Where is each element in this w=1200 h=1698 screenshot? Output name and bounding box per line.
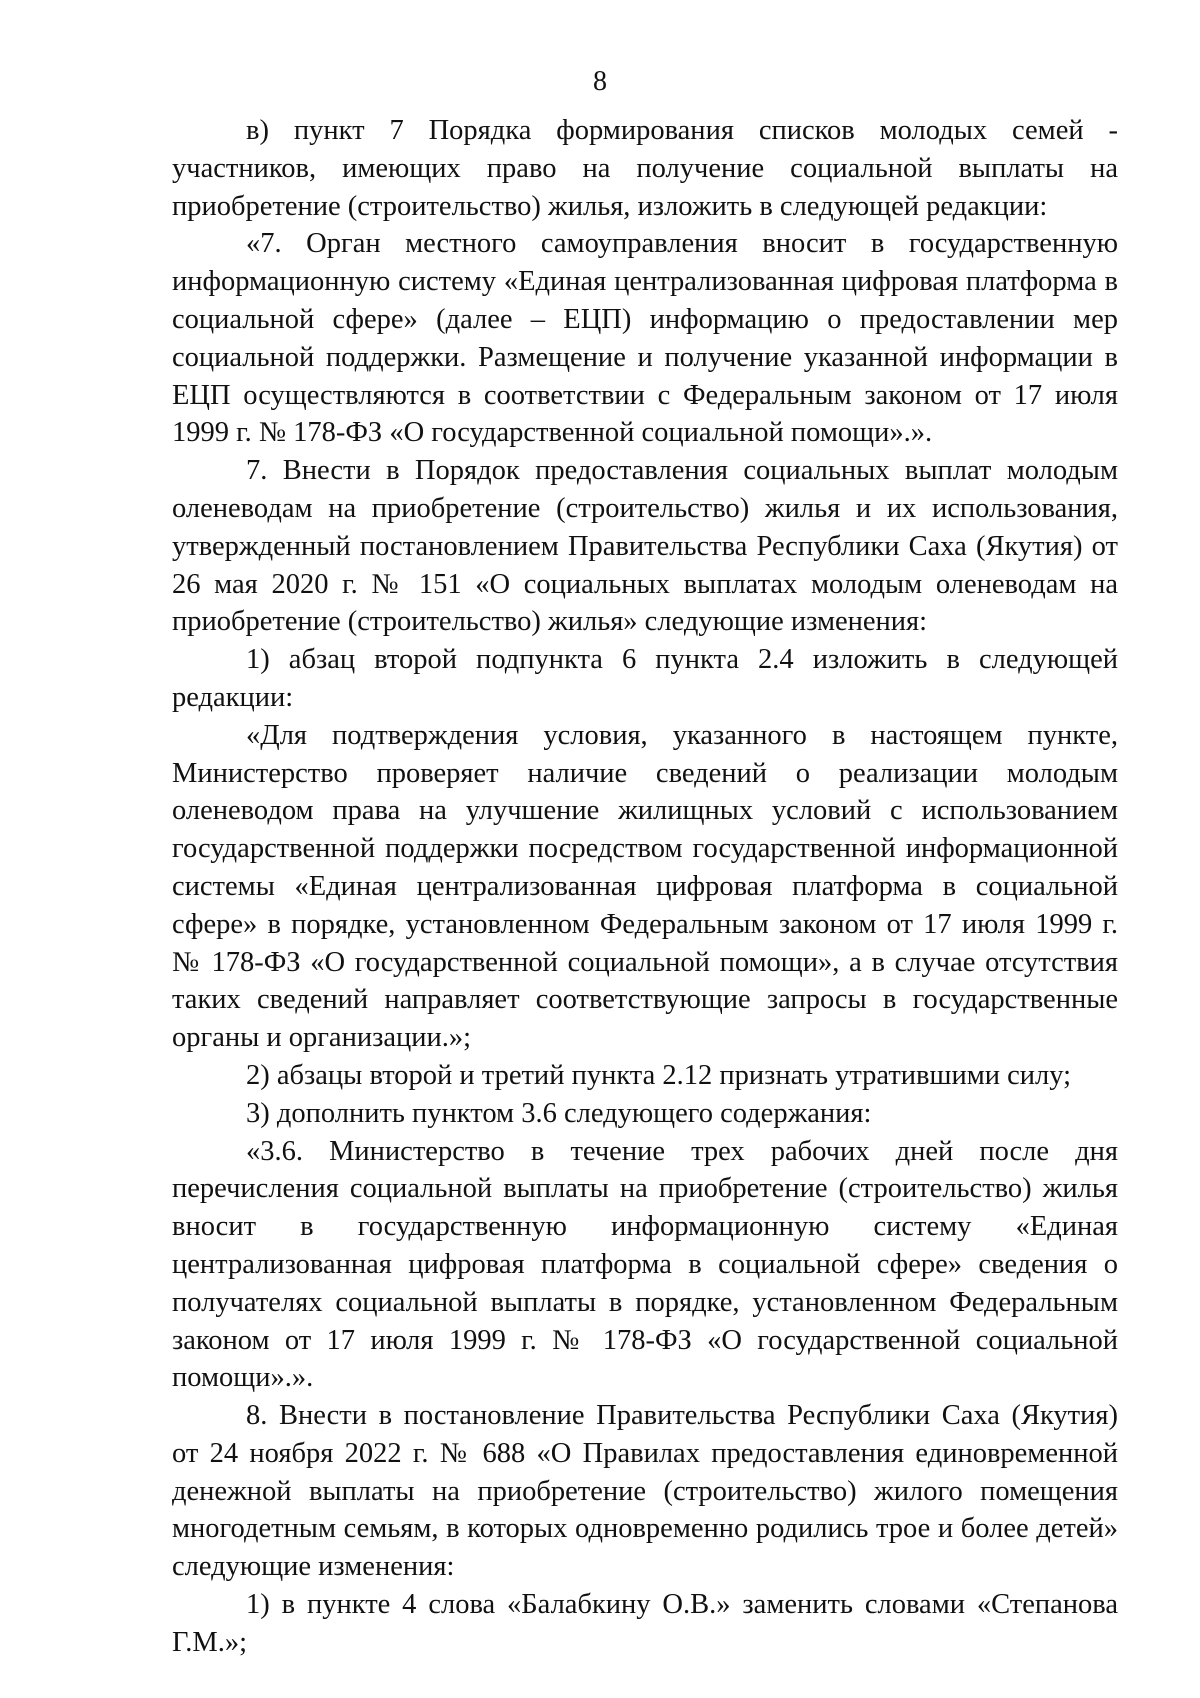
document-body <box>172 112 1118 1662</box>
page-number: 8 <box>593 66 607 97</box>
paragraph-subitem-1: 1) абзац второй подпункта 6 пункта 2.4 изложить в следующей редакции: <box>172 644 1118 713</box>
paragraph-quoted-point-7: «7. Орган местного самоуправления вносит в государственную информационную систему «Единая централизованная цифровая платформа в социальной сфере» (далее – ЕЦП) информацию о предоставлении мер социальной поддержки. Размещение и получение указанной информации в ЕЦП осуществляются в соответствии с Федеральным законом от 17 июля 1999 г. № 178-ФЗ «О государственной социальной помощи».». <box>172 228 1118 449</box>
paragraph-quoted-point-3-6: «3.6. Министерство в течение трех рабочих дней после дня перечисления социальной выплаты на приобретение (строительство) жилья вносит в государственную информационную систему «Единая централизованная цифровая платформа в социальной сфере» сведения о получателях социальной выплаты в порядке, установленном Федеральным законом от 17 июля 1999 г. № 178-ФЗ «О государственной социальной помощи».». <box>172 1135 1118 1394</box>
paragraph-subitem-3: 3) дополнить пунктом 3.6 следующего содержания: <box>246 1097 872 1129</box>
paragraph-item-v-point-7: в) пункт 7 Порядка формирования списков молодых семей - участников, имеющих право на получение социальной выплаты на приобретение (строительство) жилья, изложить в следующей редакции: <box>172 115 1118 222</box>
paragraph-subitem-2: 2) абзацы второй и третий пункта 2.12 признать утратившими силу; <box>246 1059 1072 1091</box>
paragraph-quoted-confirmation: «Для подтверждения условия, указанного в настоящем пункте, Министерство проверяет наличие сведений о реализации молодым оленеводом права на улучшение жилищных условий с использованием государственной поддержки посредством государственной информационной системы «Единая централизованная цифровая платформа в социальной сфере» в порядке, установленном Федеральным законом от 17 июля 1999 г. № 178-ФЗ «О государственной социальной помощи», а в случае отсутствия таких сведений направляет соответствующие запросы в государственные органы и организации.»; <box>172 719 1118 1054</box>
paragraph-section-8: 8. Внести в постановление Правительства Республики Саха (Якутия) от 24 ноября 2022 г. № 688 «О Правилах предоставления единовременной денежной выплаты на приобретение (строительство) жилого помещения многодетным семьям, в которых одновременно родились трое и более детей» следующие изменения: <box>172 1400 1118 1583</box>
paragraph-section-7: 7. Внести в Порядок предоставления социальных выплат молодым оленеводам на приобретение (строительство) жилья и их использования, утвержденный постановлением Правительства Республики Саха (Якутия) от 26 мая 2020 г. № 151 «О социальных выплатах молодым оленеводам на приобретение (строительство) жилья» следующие изменения: <box>172 455 1118 638</box>
paragraph-section-8-subitem-1: 1) в пункте 4 слова «Балабкину О.В.» заменить словами «Степанова Г.М.»; <box>172 1589 1118 1658</box>
